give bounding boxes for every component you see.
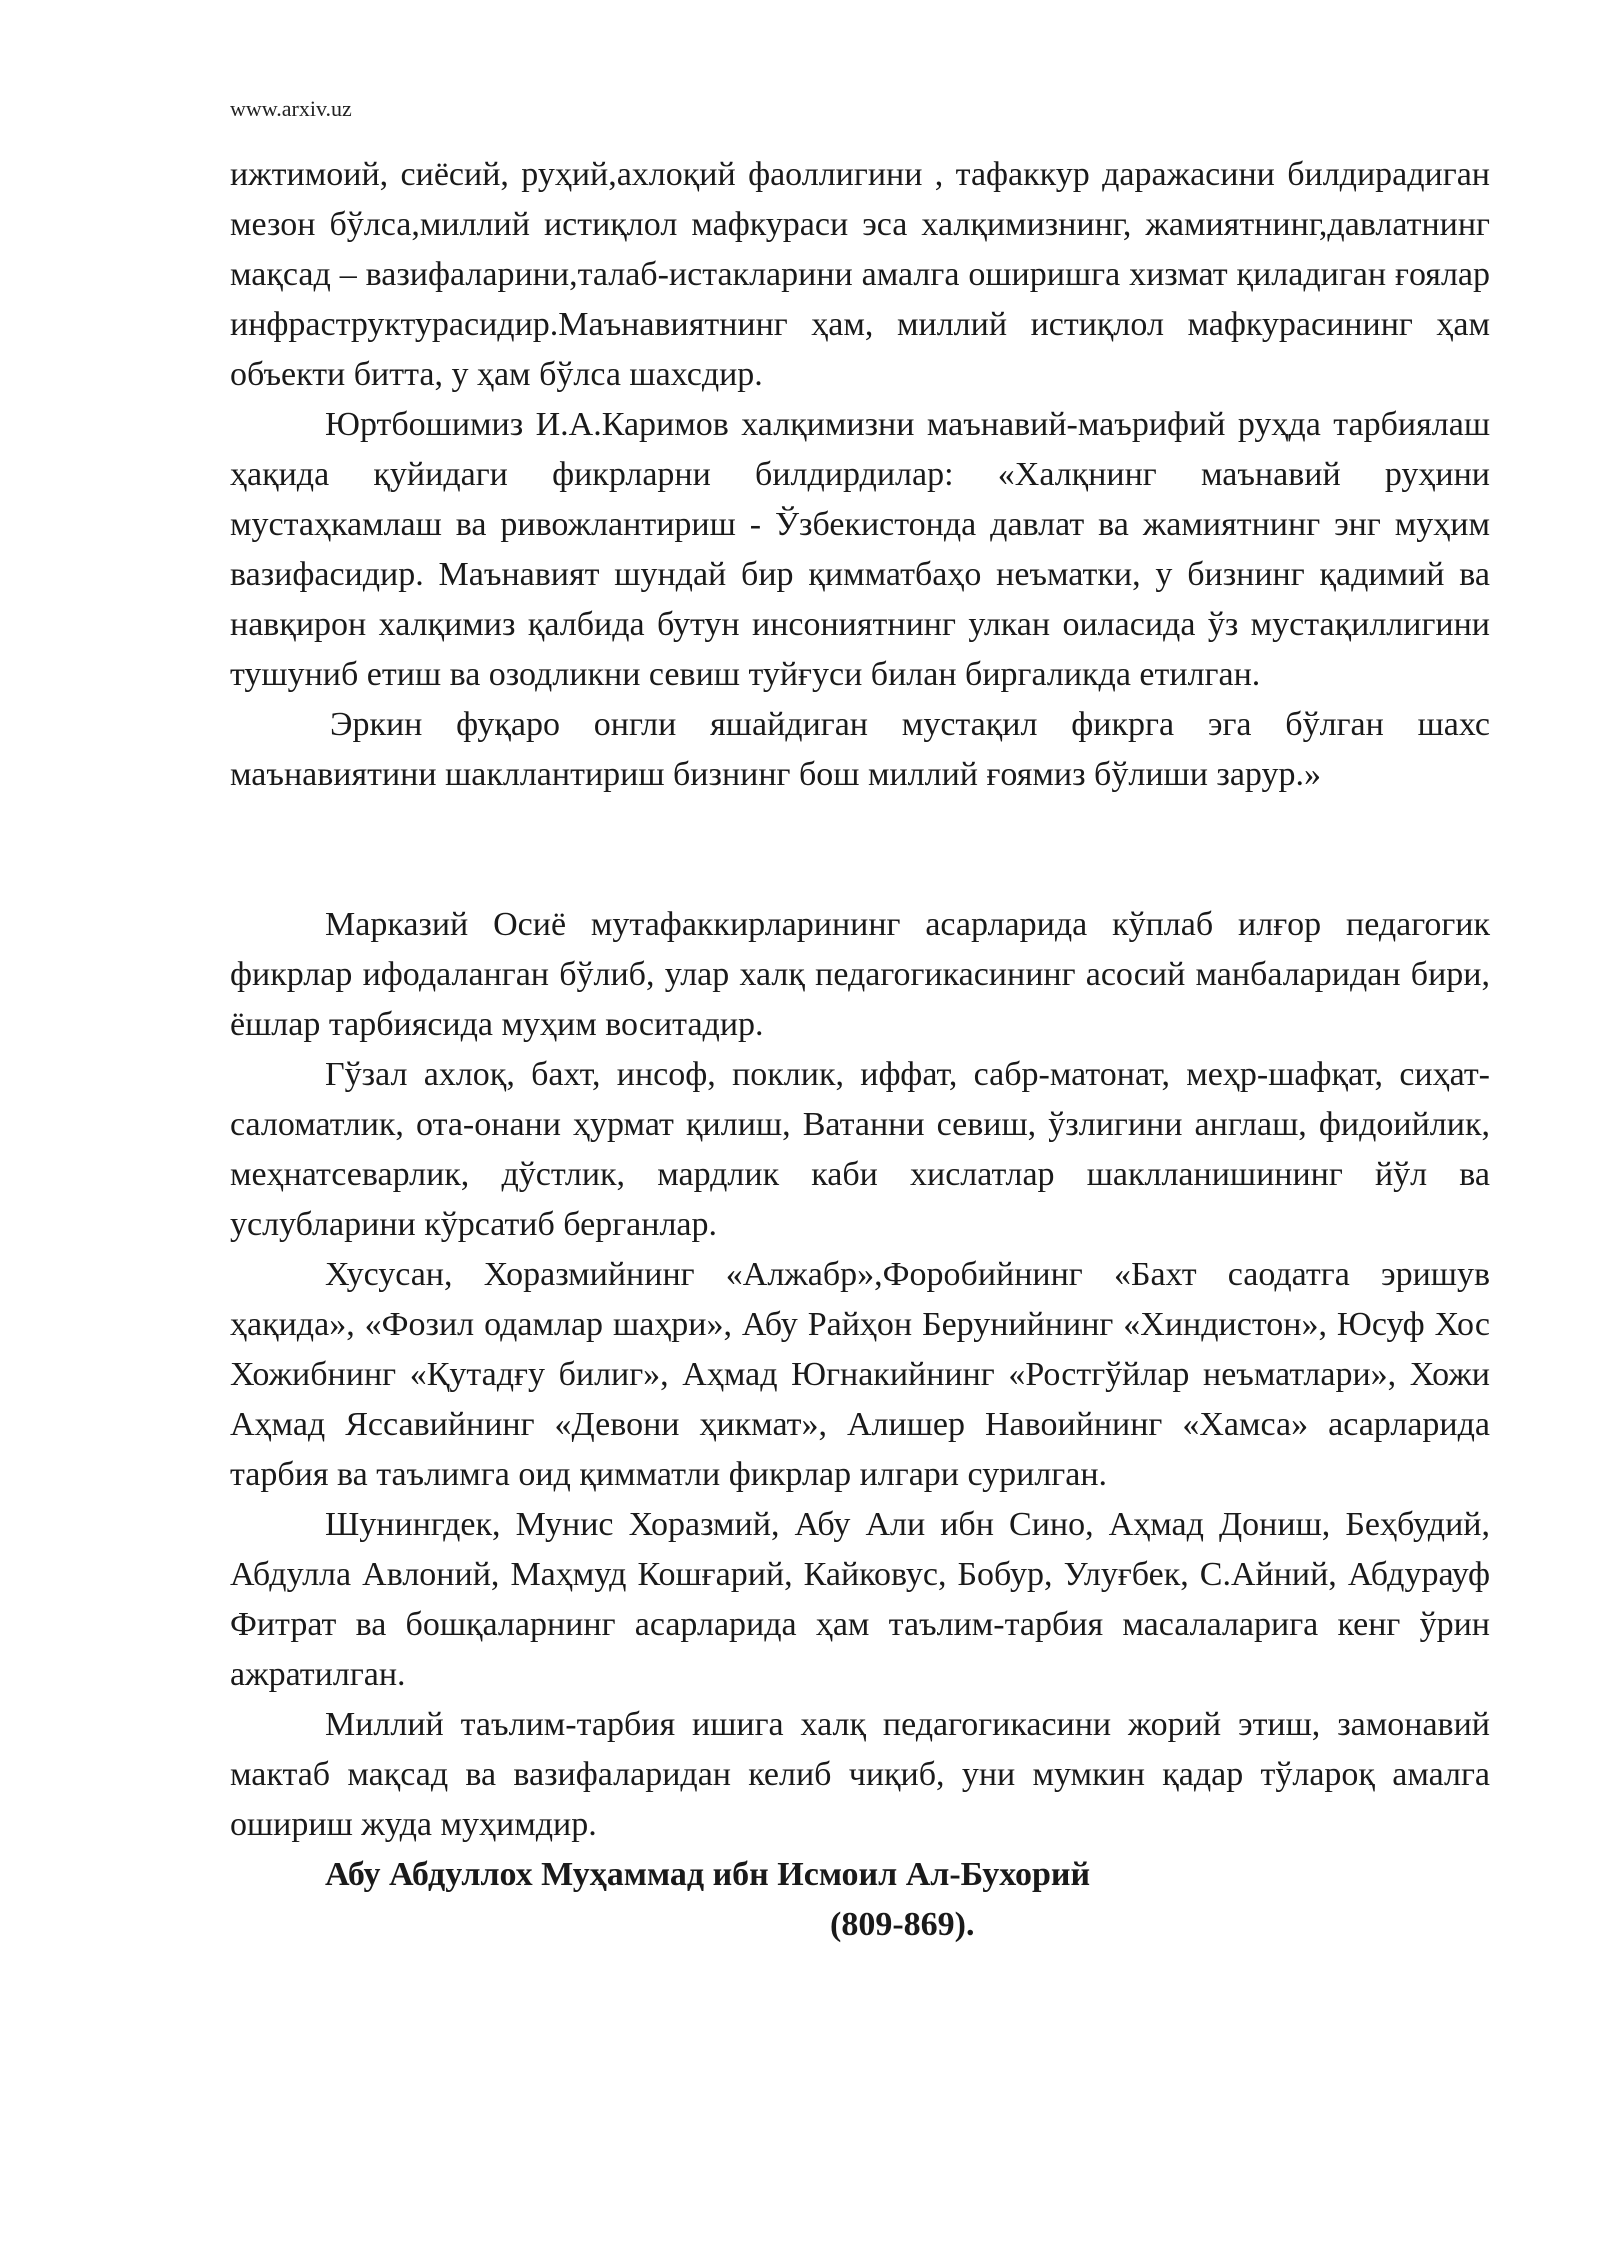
- paragraph-7: Шунингдек, Мунис Хоразмий, Абу Али ибн Сино, Аҳмад Дониш, Беҳбудий, Абдулла Авлоний, Маҳмуд Кошғарий, Кайковус, Бобур, Улуғбек, С.Айний, Абдурауф Фитрат ва бошқаларнинг асарларида ҳам таълим-тарбия масалаларига кенг ўрин ажратилган.: [230, 1506, 1490, 1693]
- paragraph-4: Марказий Осиё мутафаккирларининг асарларида кўплаб илғор педагогик фикрлар ифодаланган бўлиб, улар халқ педагогикасининг асосий манбаларидан бири, ёшлар тарбиясида муҳим воситадир.: [230, 906, 1490, 1043]
- paragraph-8: Миллий таълим-тарбия ишига халқ педагогикасини жорий этиш, замонавий мактаб мақсад ва вазифаларидан келиб чиқиб, уни мумкин қадар тўлароқ амалга ошириш жуда муҳимдир.: [230, 1706, 1490, 1843]
- author-heading: Абу Абдуллох Муҳаммад ибн Исмоил Ал-Бухорий: [325, 1856, 1091, 1893]
- author-years: (809-869).: [830, 1906, 975, 1943]
- paragraph-6: Хусусан, Хоразмийнинг «Алжабр»,Форобийнинг «Бахт саодатга эришув ҳақида», «Фозил одамлар шаҳри», Абу Райҳон Берунийнинг «Хиндистон», Юсуф Хос Хожибнинг «Қутадғу билиг», Аҳмад Югнакийнинг «Ростгўйлар неъматлари», Хожи Аҳмад Яссавийнинг «Девони ҳикмат», Алишер Навоийнинг «Хамса» асарларида тарбия ва таълимга оид қимматли фикрлар илгари сурилган.: [230, 1256, 1490, 1493]
- paragraph-3: Эркин фуқаро онгли яшайдиган мустақил фикрга эга бўлган шахс маънавиятини шакллантириш бизнинг бош миллий ғоямиз бўлиши зарур.»: [230, 706, 1490, 793]
- paragraph-5: Гўзал ахлоқ, бахт, инсоф, поклик, иффат, сабр-матонат, меҳр-шафқат, сиҳат-саломатлик, ота-онани ҳурмат қилиш, Ватанни севиш, ўзлигини англаш, фидоийлик, меҳнатсеварлик, дўстлик, мардлик каби хислатлар шаклланишининг йўл ва услубларини кўрсатиб берганлар.: [230, 1056, 1490, 1243]
- header-url: www.arxiv.uz: [230, 96, 352, 121]
- paragraph-1: ижтимоий, сиёсий, руҳий,ахлоқий фаоллигини , тафаккур даражасини билдирадиган мезон бўлса,миллий истиқлол мафкураси эса халқимизнинг, жамиятнинг,давлатнинг мақсад – вазифаларини,талаб-истакларини амалга оширишга хизмат қиладиган ғоялар инфраструктурасидир.Маънавиятнинг ҳам, миллий истиқлол мафкурасининг ҳам объекти битта, у ҳам бўлса шахсдир.: [230, 156, 1490, 393]
- document-body: [230, 150, 1490, 1950]
- paragraph-2: Юртбошимиз И.А.Каримов халқимизни маънавий-маърифий руҳда тарбиялаш ҳақида қуйидаги фикрларни билдирдилар: «Халқнинг маънавий руҳини мустаҳкамлаш ва ривожлантириш - Ўзбекистонда давлат ва жамиятнинг энг муҳим вазифасидир. Маънавият шундай бир қимматбаҳо неъматки, у бизнинг қадимий ва навқирон халқимиз қалбида бутун инсониятнинг улкан оиласида ўз мустақиллигини тушуниб етиш ва озодликни севиш туйғуси билан биргаликда етилган.: [230, 406, 1490, 693]
